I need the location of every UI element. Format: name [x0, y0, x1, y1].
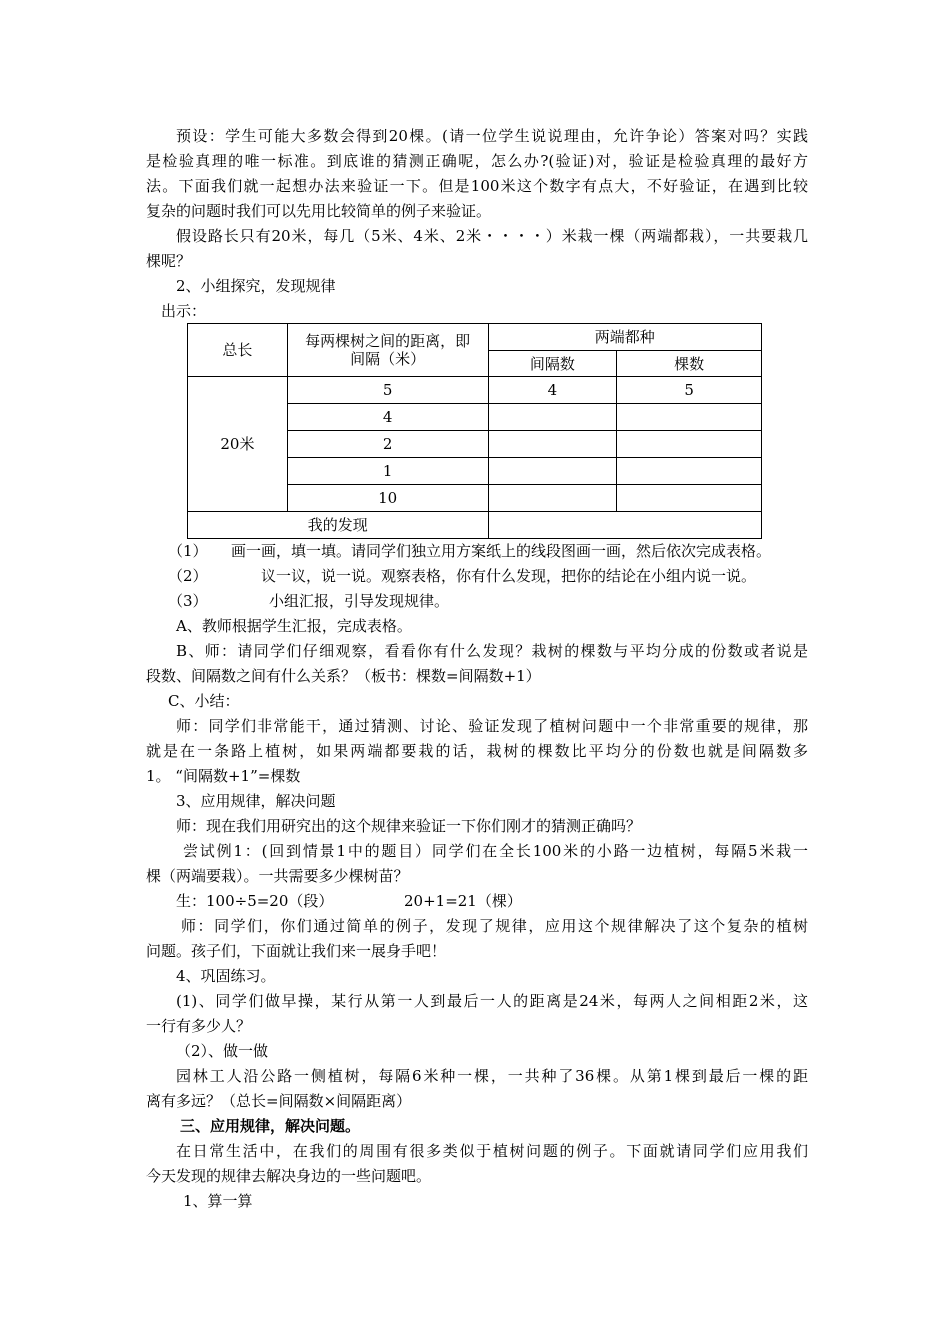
para1-line-2: 是检验真理的唯一标准。到底谁的猜测正确呢，怎么办?(验证)对，验证是检验真理的最好方: [146, 152, 808, 170]
tree-count-cell: [617, 431, 762, 458]
exercise-2-line-2: 离有多远？（总长=间隔数×间隔距离）: [146, 1092, 412, 1110]
heading-practice: 4、巩固练习。: [176, 967, 276, 985]
verify-line: 师：现在我们用研究出的这个规律来验证一下你们刚才的猜测正确吗？: [176, 817, 642, 835]
interval-cell: 4: [287, 404, 488, 431]
final-line-1: 在日常生活中，在我们的周围有很多类似于植树问题的例子。下面就请同学们应用我们: [176, 1142, 808, 1160]
exercise-2-title: （2）、做一做: [176, 1042, 269, 1060]
exercise-1-line-2: 一行有多少人？: [146, 1017, 252, 1035]
student-calc-1: 生：100÷5=20（段）: [176, 892, 334, 910]
para1-line-4: 复杂的问题时我们可以先用比较简单的例子来验证。: [146, 202, 492, 220]
total-length-cell: 20米: [188, 377, 288, 512]
finding-cell: [488, 512, 762, 539]
interval-count-cell: [488, 431, 617, 458]
interval-count-cell: [488, 485, 617, 512]
header-interval-count: 间隔数: [488, 351, 617, 377]
tree-count-cell: 5: [617, 377, 762, 404]
header-both-ends: 两端都种: [488, 324, 762, 351]
step-3-text: 小组汇报，引导发现规律。: [269, 592, 450, 610]
interval-cell: 10: [287, 485, 488, 512]
interval-cell: 2: [287, 431, 488, 458]
para1-line-1: 预设：学生可能大多数会得到20棵。(请一位学生说说理由，允许争论）答案对吗？实践: [176, 127, 808, 145]
step-1-text: 画一画，填一填。请同学们独立用方案纸上的线段图画一画，然后依次完成表格。: [231, 542, 772, 560]
tree-count-cell: [617, 404, 762, 431]
heading-apply-rule: 3、应用规律，解决问题: [176, 792, 336, 810]
summary-line-3: 1。 “间隔数+1”=棵数: [146, 767, 301, 785]
a-line: A、教师根据学生汇报，完成表格。: [176, 617, 412, 635]
header-distance-line-1: 每两棵树之间的距离，即: [305, 332, 471, 350]
section-3-title: 三、应用规律，解决问题。: [180, 1117, 361, 1135]
finding-label: 我的发现: [188, 512, 489, 539]
step-1-number: （1）: [168, 542, 208, 560]
para1-line-3: 法。下面我们就一起想办法来验证一下。但是100米这个数字有点大，不好验证，在遇到比较: [146, 177, 808, 195]
exercise-2-line-1: 园林工人沿公路一侧植树，每隔6米种一棵，一共种了36棵。从第1棵到最后一棵的距: [176, 1067, 808, 1085]
header-distance-line-2: 间隔（米）: [350, 350, 426, 368]
praise-line-2: 问题。孩子们，下面就让我们来一展身手吧！: [146, 942, 447, 960]
interval-count-cell: [488, 458, 617, 485]
b-line-1: B、师：请同学们仔细观察，看看你有什么发现？栽树的棵数与平均分成的份数或者说是: [176, 642, 808, 660]
final-line-2: 今天发现的规律去解决身边的一些问题吧。: [146, 1167, 432, 1185]
step-3-number: （3）: [168, 592, 208, 610]
student-calc-2: 20+1=21（棵）: [404, 892, 522, 910]
interval-count-cell: 4: [488, 377, 617, 404]
show-label: 出示：: [161, 302, 207, 320]
header-total: 总长: [188, 324, 288, 377]
praise-line-1: 师：同学们，你们通过简单的例子，发现了规律，应用这个规律解决了这个复杂的植树: [181, 917, 808, 935]
step-2-number: （2）: [168, 567, 208, 585]
c-line: C、小结：: [168, 692, 240, 710]
tree-count-cell: [617, 485, 762, 512]
summary-line-1: 师：同学们非常能干，通过猜测、讨论、验证发现了植树问题中一个非常重要的规律，那: [176, 717, 808, 735]
calc-heading: 1、算一算: [183, 1192, 253, 1210]
planting-table: [187, 323, 762, 539]
interval-cell: 5: [287, 377, 488, 404]
step-2-text: 议一议，说一说。观察表格，你有什么发现，把你的结论在小组内说一说。: [261, 567, 757, 585]
para2-line-2: 棵呢？: [146, 252, 192, 270]
example-line-1: 尝试例1：(回到情景1中的题目）同学们在全长100米的小路一边植树，每隔5米栽一: [183, 842, 808, 860]
header-distance: [287, 324, 488, 377]
summary-line-2: 就是在一条路上植树，如果两端都要栽的话，栽树的棵数比平均分的份数也就是间隔数多: [146, 742, 808, 760]
interval-count-cell: [488, 404, 617, 431]
header-tree-count: 棵数: [617, 351, 762, 377]
tree-count-cell: [617, 458, 762, 485]
example-line-2: 棵（两端要栽）。一共需要多少棵树苗？: [146, 867, 409, 885]
exercise-1-line-1: (1)、同学们做早操，某行从第一人到最后一人的距离是24米，每两人之间相距2米，这: [176, 992, 808, 1010]
para2-line-1: 假设路长只有20米，每几（5米、4米、2米・・・・）米栽一棵（两端都栽），一共要栽几: [176, 227, 808, 245]
interval-cell: 1: [287, 458, 488, 485]
b-line-2: 段数、间隔数之间有什么关系？（板书：棵数=间隔数+1）: [146, 667, 541, 685]
heading-group-explore: 2、小组探究，发现规律: [176, 277, 336, 295]
